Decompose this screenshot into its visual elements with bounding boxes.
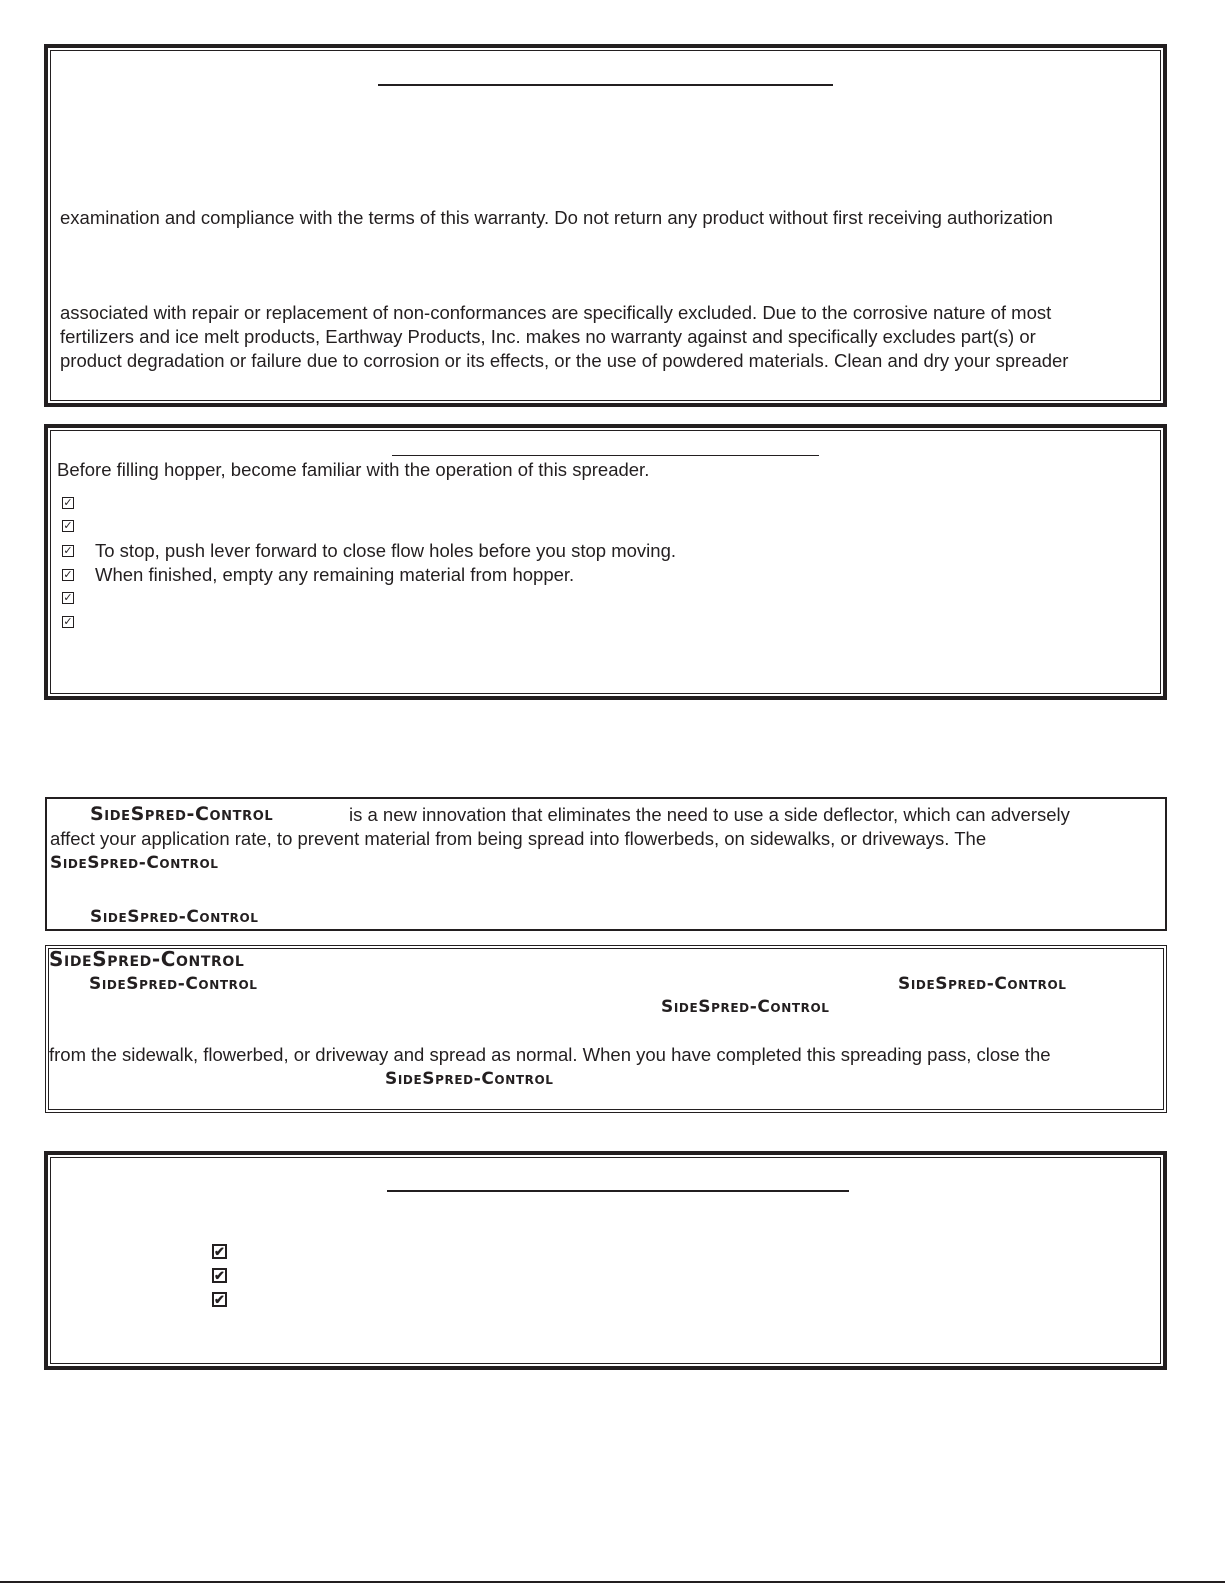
sidespred-brand-name: SideSpred-Control bbox=[90, 803, 274, 825]
maintenance-box-inner-border bbox=[50, 1157, 1161, 1364]
checkbox-checked-icon: ✔ bbox=[212, 1268, 227, 1283]
maintenance-box bbox=[44, 1151, 1167, 1370]
checkbox-checked-icon: ✓ bbox=[63, 592, 73, 604]
maintenance-heading-underline bbox=[387, 1190, 849, 1192]
checkbox-checked-icon: ✔ bbox=[212, 1292, 227, 1307]
checkbox-checked-icon: ✓ bbox=[63, 520, 73, 532]
sidespred-intro-line-2: affect your application rate, to prevent material from being spread into flowerbeds, on sidewalks, or driveways. The bbox=[50, 828, 987, 849]
warranty-heading-underline bbox=[378, 84, 833, 86]
sidespred-brand-name: SideSpred-Control bbox=[898, 974, 1067, 994]
checkbox-checked-icon: ✓ bbox=[63, 545, 73, 557]
checkbox-checked-icon: ✔ bbox=[212, 1244, 227, 1259]
warranty-text-line-3: fertilizers and ice melt products, Earthway Products, Inc. makes no warranty against and specifically excludes part(s) or bbox=[60, 326, 1036, 347]
checklist-item-3: To stop, push lever forward to close flow holes before you stop moving. bbox=[95, 540, 676, 561]
sidespred-usage-heading: SideSpred-Control bbox=[49, 947, 245, 971]
operation-intro: Before filling hopper, become familiar with the operation of this spreader. bbox=[57, 459, 650, 480]
warranty-text-line-2: associated with repair or replacement of non-conformances are specifically excluded. Due to the corrosive nature of most bbox=[60, 302, 1052, 323]
sidespred-brand-name: SideSpred-Control bbox=[90, 907, 259, 927]
sidespred-brand-name: SideSpred-Control bbox=[661, 997, 830, 1017]
page-bottom-rule bbox=[0, 1581, 1225, 1583]
sidespred-brand-name: SideSpred-Control bbox=[50, 853, 219, 873]
checklist-item-4: When finished, empty any remaining material from hopper. bbox=[95, 564, 575, 585]
operation-heading-underline bbox=[392, 455, 819, 456]
sidespred-usage-line-4: from the sidewalk, flowerbed, or driveway and spread as normal. When you have completed this spreading pass, close the bbox=[49, 1044, 1051, 1065]
checkbox-checked-icon: ✓ bbox=[63, 569, 73, 581]
sidespred-brand-name: SideSpred-Control bbox=[89, 974, 258, 994]
sidespred-intro-line-1: is a new innovation that eliminates the need to use a side deflector, which can adversely bbox=[349, 804, 1070, 825]
checkbox-checked-icon: ✓ bbox=[63, 497, 73, 509]
sidespred-brand-name: SideSpred-Control bbox=[385, 1069, 554, 1089]
checkbox-checked-icon: ✓ bbox=[63, 616, 73, 628]
warranty-text-line-1: examination and compliance with the terms of this warranty. Do not return any product without first receiving authorization bbox=[60, 207, 1053, 228]
warranty-text-line-4: product degradation or failure due to corrosion or its effects, or the use of powdered materials. Clean and dry your spreader bbox=[60, 350, 1069, 371]
